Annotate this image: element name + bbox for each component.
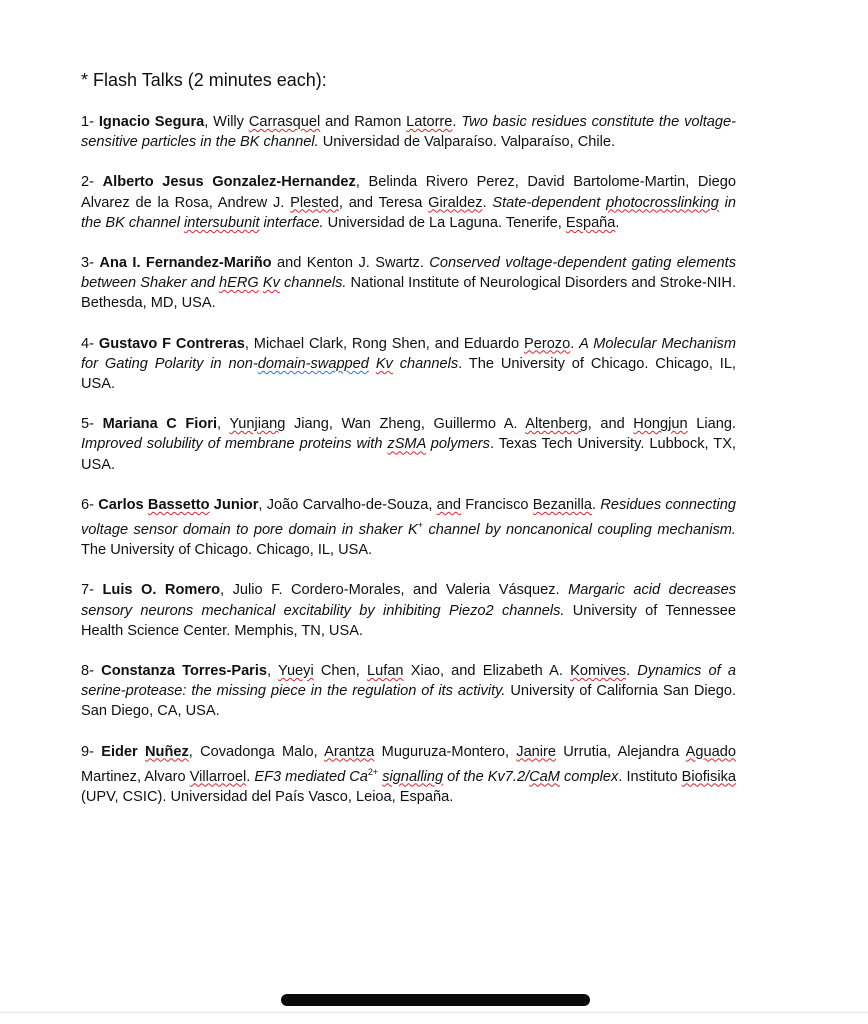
talk-entry-4: 4- Gustavo F Contreras, Michael Clark, Rong Shen, and Eduardo Perozo. A Molecular Mechanism for Gating Polarity in non-domain-swapped Kv channels. The University of Chicago. Chicago, IL, USA. [81,335,736,393]
talk-entry-8: 8- Constanza Torres-Paris, Yueyi Chen, Lufan Xiao, and Elizabeth A. Komives. Dynamics of a serine-protease: the missing piece in the regulation of its activity. University of California San Diego. San Diego, CA, USA. [81,662,737,720]
talk-entry-2: 2- Alberto Jesus Gonzalez-Hernandez, Belinda Rivero Perez, David Bartolome-Martin, Diego Alvarez de la Rosa, Andrew J. Plested, and Teresa Giraldez. State-dependent photocrosslinking in the BK channel intersubunit interface. Universidad de La Laguna. Tenerife, España. [81,174,737,231]
page-heading: * Flash Talks (2 minutes each): [81,70,327,90]
talk-entry-5: 5- Mariana C Fiori, Yunjiang Jiang, Wan Zheng, Guillermo A. Altenberg, and Hongjun Liang. Improved solubility of membrane proteins with zSMA polymers. Texas Tech University. Lubbock, TX, USA. [81,416,736,473]
talk-entry-9: 9- Eider Nuñez, Covadonga Malo, Arantza Muguruza-Montero, Janire Urrutia, Alejandra Aguado Martinez, Alvaro Villarroel. EF3 mediated $Ca^{2+}$ signalling of the Kv7.2/CaM complex. Instituto Biofisika (UPV, CSIC). Universidad del País Vasco, Leioa, España. [81,743,736,805]
document-page [81,68,736,827]
talk-entry-1: 1- Ignacio Segura, Willy Carrasquel and Ramon Latorre. Two basic residues constitute the voltage-sensitive particles in the BK channel. Universidad de Valparaíso. Valparaíso, Chile. [81,114,736,151]
talk-entry-7: 7- Luis O. Romero, Julio F. Cordero-Morales, and Valeria Vásquez. Margaric acid decreases sensory neurons mechanical excitability by inhibiting Piezo2 channels. University of Tennessee Health Science Center. Memphis, TN, USA. [81,582,737,639]
talk-entry-6: 6- Carlos Bassetto Junior, João Carvalho-de-Souza, and Francisco Bezanilla. Residues connecting voltage sensor domain to pore domain in shaker K+ channel by noncanonical coupling mechanism. The University of Chicago. Chicago, IL, USA. [81,496,736,559]
page-bottom-edge [0,1012,868,1013]
home-indicator[interactable] [281,994,590,1006]
talk-entry-3: 3- Ana I. Fernandez-Mariño and Kenton J. Swartz. Conserved voltage-dependent gating elements between Shaker and hERG Kv channels. National Institute of Neurological Disorders and Stroke-NIH. Bethesda, MD, USA. [81,255,737,312]
